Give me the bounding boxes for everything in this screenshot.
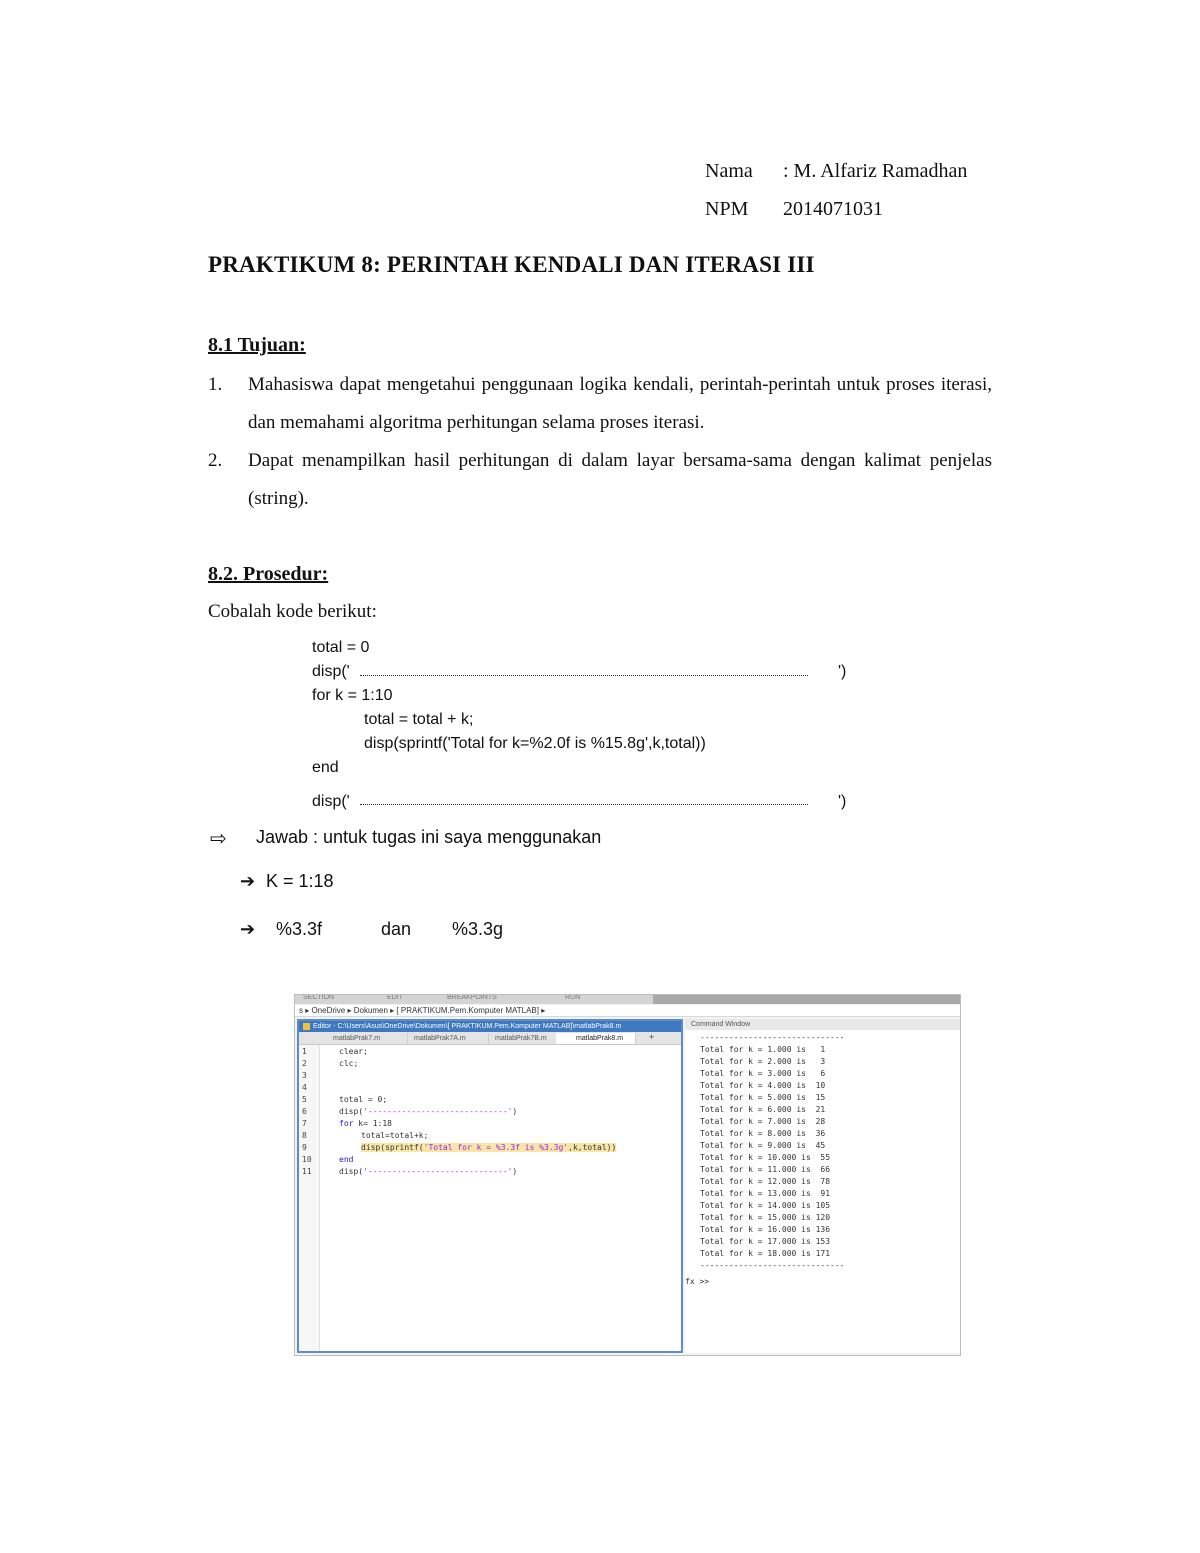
answer-format-g: %3.3g [452,919,504,939]
arrow-right-icon: ➔ [240,871,256,891]
line-number-gutter [299,1045,320,1351]
line-number: 3 [302,1071,307,1080]
output-line: Total for k = 6.000 is 21 [700,1105,826,1114]
toolstrip-label: RUN [565,994,581,1001]
tab-matlabprak7b[interactable]: matlabPrak7B.m [475,1033,570,1044]
code-token: disp(sprintf( [361,1143,424,1152]
npm-value: 2014071031 [783,198,883,220]
output-line: Total for k = 10.000 is 55 [700,1153,831,1162]
answer-loop-range: K = 1:18 [266,871,334,891]
output-line: Total for k = 18.000 is 171 [700,1249,831,1258]
output-line: Total for k = 2.000 is 3 [700,1057,826,1066]
tab-matlabprak7[interactable]: matlabPrak7.m [313,1033,408,1044]
arrow-right-icon: ➔ [240,919,256,939]
line-number: 5 [302,1095,307,1104]
code-string: '-----------------------------' [363,1167,513,1176]
code-token: ) [512,1167,518,1176]
editor-code-line[interactable]: clc; [339,1059,359,1068]
output-line: Total for k = 16.000 is 136 [700,1225,831,1234]
address-bar[interactable]: s ▸ OneDrive ▸ Dokumen ▸ [ PRAKTIKUM.Pem.Komputer MATLAB] ▸ [295,1005,960,1017]
matlab-screenshot [294,994,961,1356]
output-separator: ------------------------------ [700,1033,845,1042]
code-line: ') [838,663,847,680]
code-line: for k = 1:10 [312,687,393,704]
list-item-number: 2. [208,450,223,471]
list-item-number: 1. [208,374,223,395]
page-title: PRAKTIKUM 8: PERINTAH KENDALI DAN ITERASI III [208,252,815,277]
tab-matlabprak7a[interactable]: matlabPrak7A.m [394,1033,489,1044]
editor-tabs [299,1032,681,1045]
code-string: 'Total for k = %3.3f is %3.3g' [423,1143,569,1152]
output-line: Total for k = 12.000 is 78 [700,1177,831,1186]
procedure-intro: Cobalah kode berikut: [208,601,377,622]
editor-code-line[interactable] [339,1107,517,1116]
toolstrip-label: SECTION [303,994,335,1001]
code-token: disp( [339,1167,364,1176]
answer-intro: Jawab : untuk tugas ini saya menggunakan [256,827,602,847]
output-line: Total for k = 7.000 is 28 [700,1117,826,1126]
answer-connector: dan [381,919,412,939]
code-token: k= 1:18 [353,1119,392,1128]
line-number: 11 [302,1167,312,1176]
code-string: '-----------------------------' [363,1107,513,1116]
output-line: Total for k = 3.000 is 6 [700,1069,826,1078]
toolstrip-filler [653,995,960,1004]
output-line: Total for k = 5.000 is 15 [700,1093,826,1102]
list-item-text: Dapat menampilkan hasil perhitungan di dalam layar bersama-sama dengan kalimat penjelas (string). [248,450,992,509]
toolstrip-label: EDIT [387,994,403,1001]
line-number: 1 [302,1047,307,1056]
npm-label: NPM [705,198,749,220]
code-line: disp(' [312,793,350,810]
editor-code-line[interactable]: clear; [339,1047,368,1056]
output-line: Total for k = 1.000 is 1 [700,1045,826,1054]
editor-code-line[interactable]: total=total+k; [361,1131,429,1140]
section-heading-tujuan: 8.1 Tujuan: [208,334,306,356]
line-number: 4 [302,1083,307,1092]
tab-matlabprak8[interactable]: matlabPrak8.m [556,1033,636,1044]
output-separator: ------------------------------ [700,1261,845,1270]
section-heading-prosedur: 8.2. Prosedur: [208,563,329,585]
output-line: Total for k = 8.000 is 36 [700,1129,826,1138]
editor-icon [303,1023,310,1030]
dotted-separator [360,675,808,676]
output-line: Total for k = 4.000 is 10 [700,1081,826,1090]
command-window [685,1019,960,1353]
list-item-text: Mahasiswa dapat mengetahui penggunaan logika kendali, perintah-perintah untuk proses iterasi, dan memahami algoritma perhitungan selama proses iterasi. [248,374,992,433]
code-line: total = total + k; [364,711,474,728]
line-number: 7 [302,1119,307,1128]
code-token: ,k,total)) [568,1143,617,1152]
new-tab-icon[interactable]: + [649,1032,655,1042]
line-number: 2 [302,1059,307,1068]
editor-code-line[interactable]: total = 0; [339,1095,388,1104]
code-line: ') [838,793,847,810]
toolstrip-label: BREAKPOINTS [447,994,497,1001]
output-line: Total for k = 9.000 is 45 [700,1141,826,1150]
arrow-right-icon: ⇨ [210,828,227,850]
code-line: disp(sprintf('Total for k=%2.0f is %15.8g',k,total)) [364,735,706,752]
command-prompt[interactable]: fx >> [685,1277,710,1286]
dotted-separator [360,804,808,805]
line-number: 6 [302,1107,307,1116]
line-number: 9 [302,1143,307,1152]
line-number: 10 [302,1155,312,1164]
editor-title-bar: Editor - C:\Users\Asus\OneDrive\Dokumen\[ PRAKTIKUM.Pem.Komputer MATLAB]\matlabPrak8.m [299,1021,681,1032]
output-line: Total for k = 13.000 is 91 [700,1189,831,1198]
editor-code-line[interactable] [339,1167,517,1176]
name-value: : M. Alfariz Ramadhan [783,160,968,182]
output-line: Total for k = 15.000 is 120 [700,1213,831,1222]
editor-code-line[interactable]: end [339,1155,354,1164]
output-line: Total for k = 14.000 is 105 [700,1201,831,1210]
name-label: Nama [705,160,753,182]
line-number: 8 [302,1131,307,1140]
output-line: Total for k = 11.000 is 66 [700,1165,831,1174]
code-line: disp(' [312,663,350,680]
editor-code-line-highlighted[interactable] [361,1143,616,1152]
code-keyword: for [339,1119,354,1128]
code-token: disp( [339,1107,364,1116]
code-line: end [312,759,339,776]
output-line: Total for k = 17.000 is 153 [700,1237,831,1246]
code-token: ) [512,1107,518,1116]
editor-code-line[interactable] [339,1119,392,1128]
command-window-title: Command Window [685,1019,960,1030]
code-line: total = 0 [312,639,370,656]
editor-panel [297,1019,683,1353]
answer-format-f: %3.3f [276,919,323,939]
